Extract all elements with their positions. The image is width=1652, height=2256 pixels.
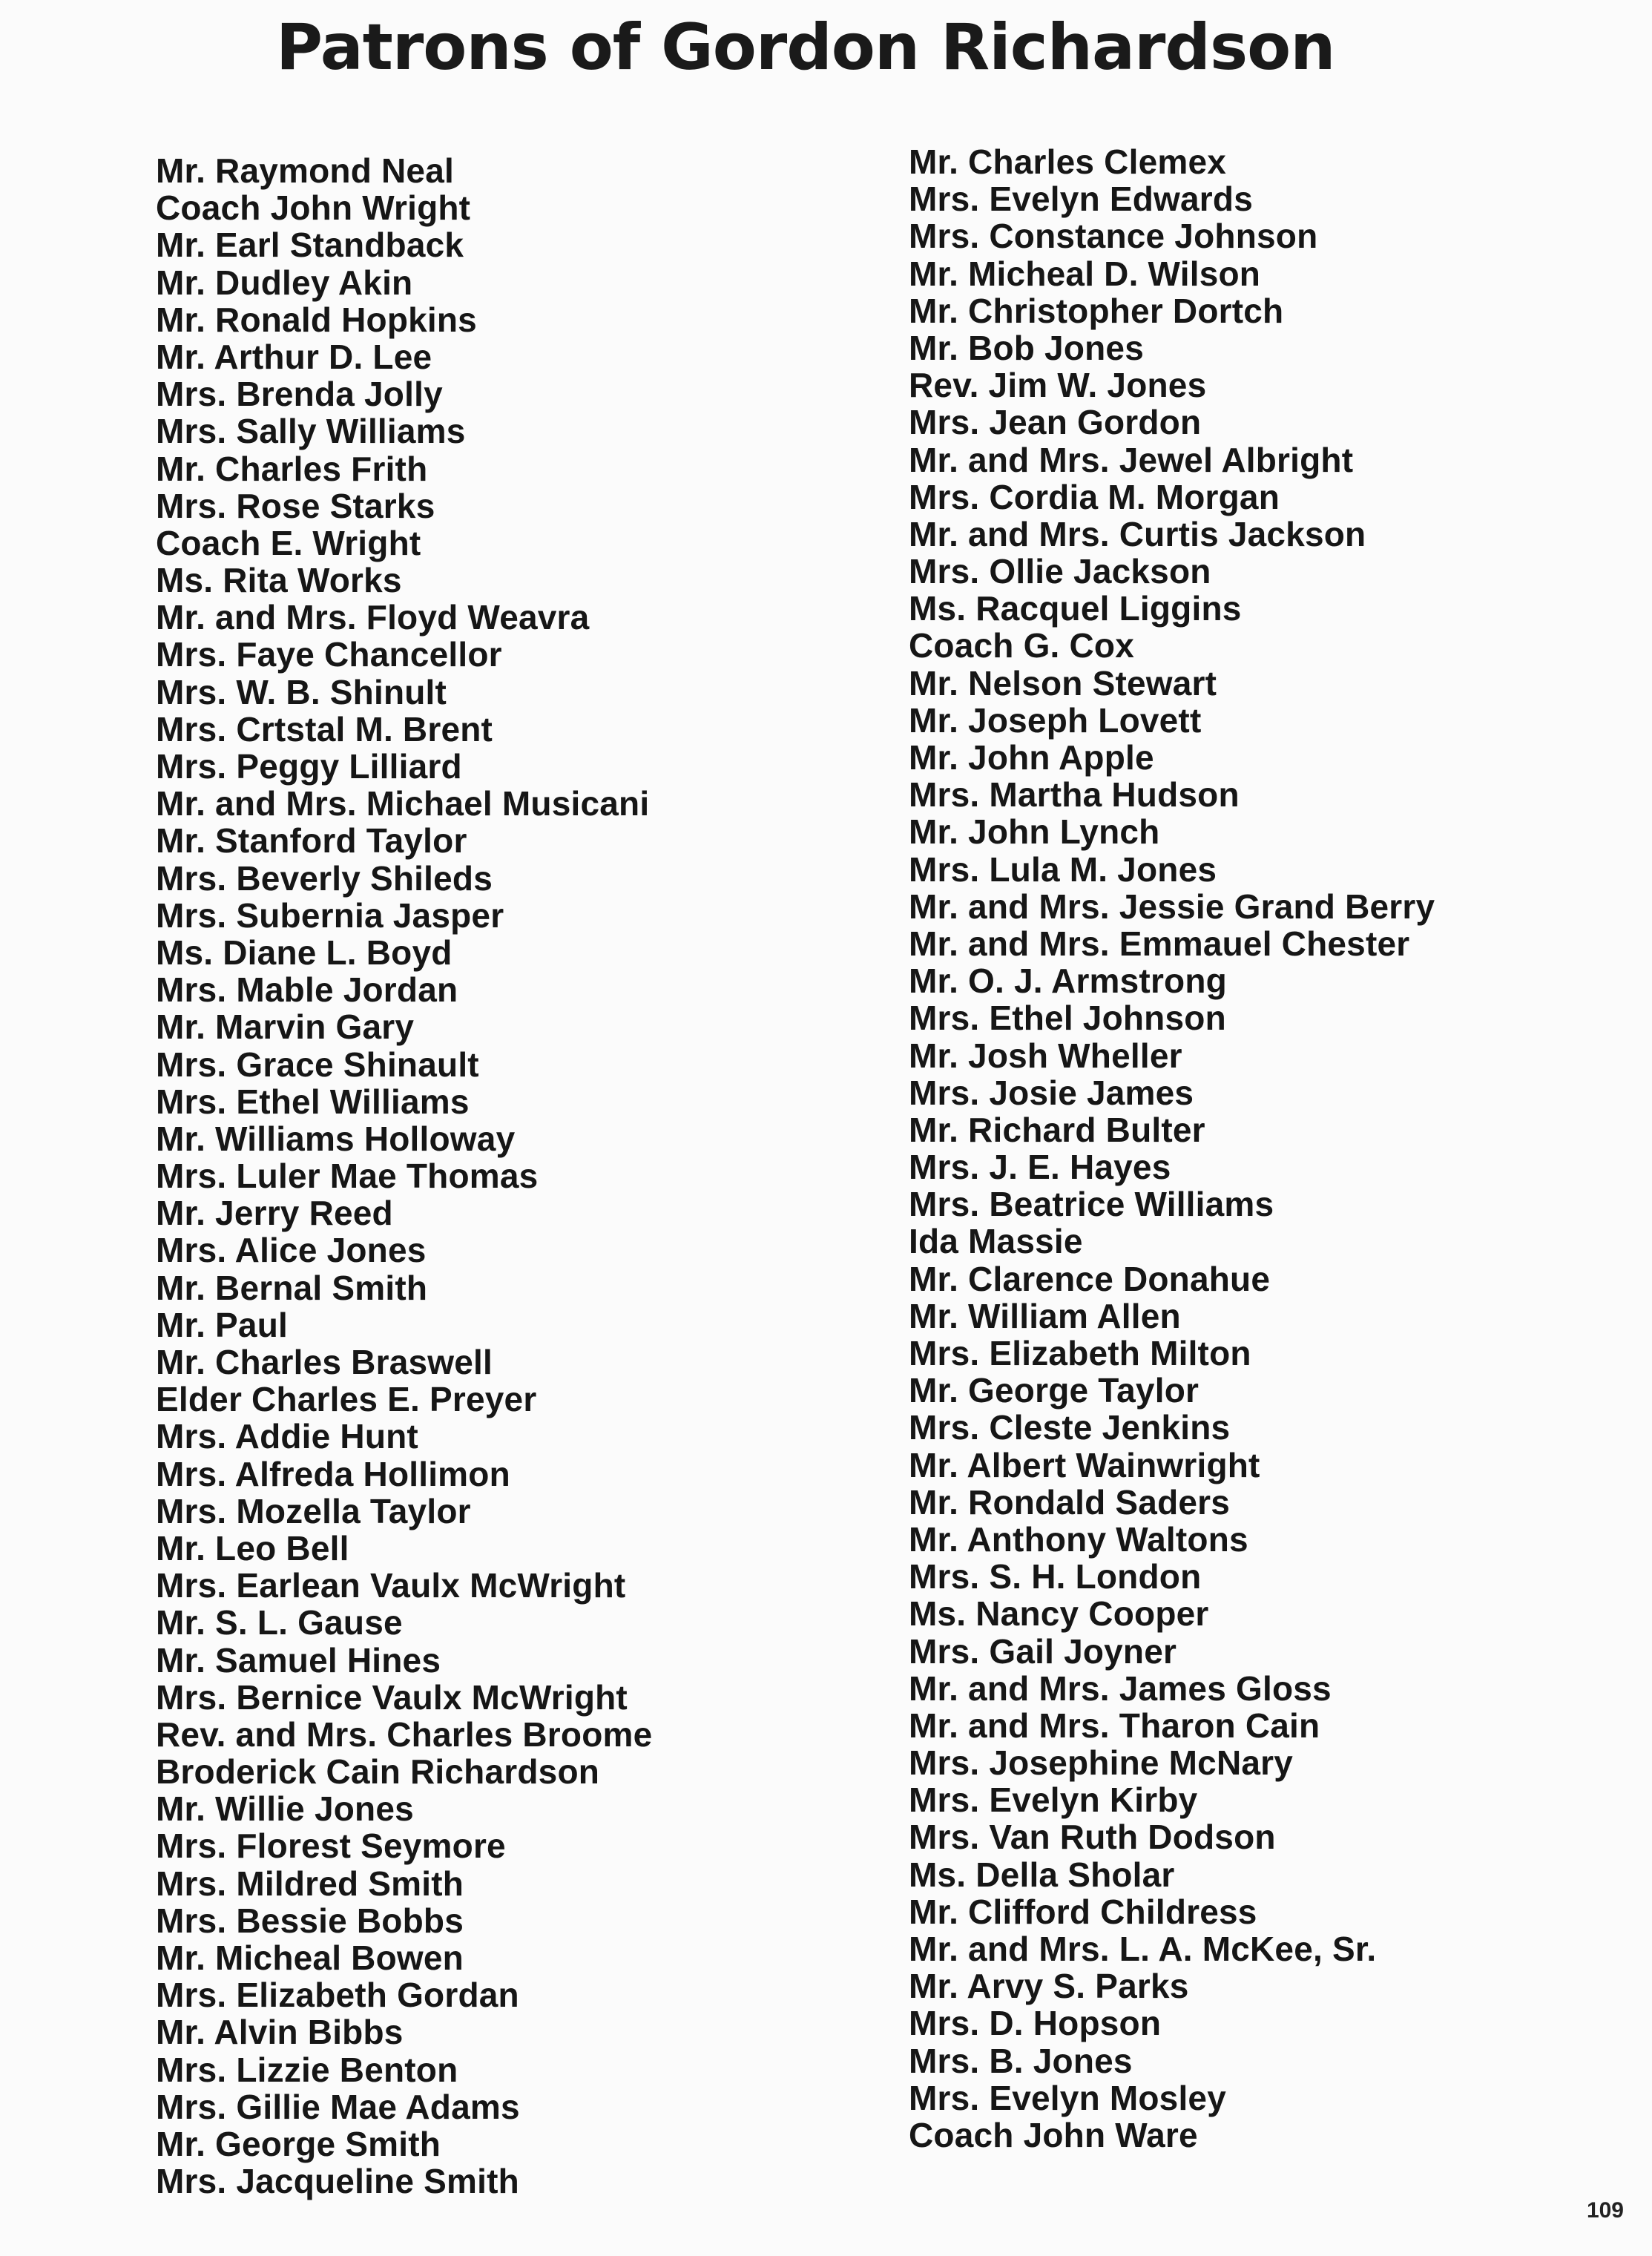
patron-name: Mr. Samuel Hines (156, 1640, 441, 1680)
patron-name: Mrs. Bessie Bobbs (156, 1901, 464, 1940)
patron-name: Mr. and Mrs. Michael Musicani (156, 784, 650, 823)
patron-name: Mrs. Sally Williams (156, 412, 466, 451)
patron-name: Mr. Charles Frith (156, 449, 428, 488)
patron-name: Mrs. Elizabeth Milton (909, 1334, 1251, 1372)
patron-name: Mr. O. J. Armstrong (909, 961, 1227, 1001)
patron-name: Mr. and Mrs. Floyd Weavra (156, 598, 590, 637)
patron-name: Mrs. Alice Jones (156, 1231, 427, 1270)
patron-name: Mrs. Florest Seymore (156, 1826, 506, 1866)
patron-name: Mrs. Rose Starks (156, 486, 435, 525)
patron-name: Mrs. Josie James (909, 1073, 1194, 1112)
patron-name: Mrs. Gail Joyner (909, 1631, 1177, 1671)
patron-name: Mr. Josh Wheller (909, 1036, 1182, 1075)
patron-name: Mr. Micheal D. Wilson (909, 254, 1261, 293)
patron-name: Mr. Richard Bulter (909, 1110, 1205, 1149)
patron-name: Mr. Jerry Reed (156, 1194, 393, 1233)
patron-name: Mrs. Mildred Smith (156, 1864, 464, 1903)
patron-name: Mr. Albert Wainwright (909, 1445, 1260, 1484)
patron-name: Mrs. W. B. Shinult (156, 672, 447, 711)
patron-name: Mr. Williams Holloway (156, 1119, 516, 1158)
patron-name: Mr. Paul (156, 1305, 288, 1344)
patron-name: Mrs. Ollie Jackson (909, 552, 1211, 591)
patron-name: Mr. Leo Bell (156, 1528, 349, 1568)
patron-name: Mrs. Josephine McNary (909, 1743, 1294, 1783)
patron-name: Mr. Arthur D. Lee (156, 337, 432, 376)
patron-name: Mr. Stanford Taylor (156, 821, 467, 861)
patron-name: Ida Massie (909, 1222, 1083, 1261)
patron-name: Mrs. Gillie Mae Adams (156, 2087, 520, 2126)
patron-name: Mr. and Mrs. Jessie Grand Berry (909, 887, 1435, 926)
patron-name: Mr. Dudley Akin (156, 263, 413, 302)
page-title: Patrons of Gordon Richardson (276, 10, 1335, 85)
patron-name: Coach G. Cox (909, 626, 1135, 665)
patron-name: Mr. Anthony Waltons (909, 1519, 1248, 1559)
patron-list-right-column (909, 143, 1532, 2154)
patron-name: Mrs. Evelyn Edwards (909, 180, 1253, 219)
patron-name: Mrs. Mable Jordan (156, 970, 458, 1010)
patron-name: Mrs. Grace Shinault (156, 1045, 479, 1084)
patron-name: Mr. Charles Braswell (156, 1343, 493, 1381)
patron-name: Mrs. S. H. London (909, 1557, 1202, 1596)
patron-name: Mrs. Jean Gordon (909, 403, 1202, 442)
patron-name: Mrs. Evelyn Mosley (909, 2078, 1226, 2117)
patron-name: Mrs. Van Ruth Dodson (909, 1818, 1276, 1857)
patron-name: Mr. Willie Jones (156, 1789, 414, 1829)
patron-name: Mr. Earl Standback (156, 226, 464, 265)
patron-name: Mr. and Mrs. James Gloss (909, 1668, 1332, 1708)
patron-name: Rev. and Mrs. Charles Broome (156, 1714, 653, 1754)
patron-name: Mrs. Beverly Shileds (156, 858, 493, 898)
patron-name: Mr. Bob Jones (909, 328, 1144, 367)
patron-name: Mr. Micheal Bowen (156, 1938, 464, 1977)
patron-name: Mrs. Ethel Williams (156, 1082, 470, 1121)
patron-name: Ms. Racquel Liggins (909, 589, 1242, 628)
patron-name: Mrs. Subernia Jasper (156, 895, 504, 935)
patron-name: Coach E. Wright (156, 523, 421, 562)
patron-name: Ms. Diane L. Boyd (156, 933, 453, 972)
patron-name: Mrs. Martha Hudson (909, 775, 1240, 815)
patron-name: Ms. Della Sholar (909, 1855, 1175, 1894)
patron-name: Mrs. Lizzie Benton (156, 2050, 458, 2089)
patron-list-left-column (156, 152, 809, 2200)
patron-name: Mr. Bernal Smith (156, 1268, 428, 1307)
page-number: 109 (1586, 2198, 1624, 2223)
patron-name: Coach John Wright (156, 188, 471, 228)
patron-name: Mrs. Crtstal M. Brent (156, 709, 493, 749)
patron-name: Mr. and Mrs. Emmauel Chester (909, 924, 1410, 963)
patron-name: Mr. S. L. Gause (156, 1603, 403, 1642)
patron-name: Rev. Jim W. Jones (909, 366, 1207, 405)
patron-name: Mr. and Mrs. Curtis Jackson (909, 514, 1366, 553)
patron-name: Mrs. Addie Hunt (156, 1417, 418, 1456)
patron-name: Mrs. D. Hopson (909, 2004, 1162, 2043)
patron-name: Mrs. Lula M. Jones (909, 849, 1217, 889)
patron-name: Mr. and Mrs. Jewel Albright (909, 440, 1354, 479)
patron-name: Mr. Ronald Hopkins (156, 300, 477, 339)
patron-name: Mr. George Smith (156, 2124, 441, 2163)
patron-name: Mrs. Jacqueline Smith (156, 2162, 519, 2201)
patron-name: Mrs. Constance Johnson (909, 217, 1318, 256)
patron-name: Mrs. Evelyn Kirby (909, 1780, 1198, 1820)
patron-name: Mr. Marvin Gary (156, 1007, 415, 1047)
patron-name: Mr. Raymond Neal (156, 151, 454, 190)
patron-name: Mr. Alvin Bibbs (156, 2013, 404, 2052)
patron-name: Mrs. Bernice Vaulx McWright (156, 1677, 628, 1717)
patron-name: Coach John Ware (909, 2115, 1198, 2154)
patron-name: Mr. and Mrs. L. A. McKee, Sr. (909, 1930, 1377, 1968)
patron-name: Mrs. Ethel Johnson (909, 999, 1226, 1038)
patron-name: Mrs. Beatrice Williams (909, 1185, 1274, 1224)
patron-name: Ms. Rita Works (156, 561, 402, 600)
patron-name: Mrs. Luler Mae Thomas (156, 1157, 539, 1196)
patron-name: Mr. William Allen (909, 1296, 1181, 1335)
patron-name: Mrs. Brenda Jolly (156, 375, 443, 414)
patron-name: Mr. Charles Clemex (909, 142, 1227, 181)
patron-name: Mrs. Elizabeth Gordan (156, 1976, 519, 2015)
patron-name: Ms. Nancy Cooper (909, 1594, 1209, 1634)
patron-name: Mrs. Earlean Vaulx McWright (156, 1566, 626, 1605)
patron-name: Mr. Nelson Stewart (909, 663, 1217, 703)
patron-name: Mr. Rondald Saders (909, 1482, 1231, 1522)
patron-name: Mr. Clarence Donahue (909, 1259, 1271, 1298)
patron-name: Mrs. Cordia M. Morgan (909, 477, 1280, 516)
patron-name: Mr. Joseph Lovett (909, 700, 1202, 740)
patron-name: Mr. Clifford Childress (909, 1892, 1257, 1931)
patron-name: Mr. Arvy S. Parks (909, 1967, 1189, 2006)
patron-name: Mr. John Apple (909, 738, 1154, 777)
patron-name: Mr. and Mrs. Tharon Cain (909, 1706, 1320, 1745)
patron-name: Mrs. B. Jones (909, 2041, 1133, 2080)
patron-name: Mrs. Cleste Jenkins (909, 1408, 1231, 1447)
patron-name: Mr. John Lynch (909, 812, 1160, 852)
patron-name: Mrs. J. E. Hayes (909, 1148, 1171, 1187)
patron-name: Elder Charles E. Preyer (156, 1380, 537, 1419)
patron-name: Broderick Cain Richardson (156, 1752, 600, 1792)
patron-name: Mrs. Faye Chancellor (156, 635, 502, 674)
patron-name: Mrs. Peggy Lilliard (156, 747, 462, 786)
patron-name: Mr. Christopher Dortch (909, 291, 1284, 330)
patron-name: Mrs. Alfreda Hollimon (156, 1454, 510, 1493)
patron-name: Mr. George Taylor (909, 1371, 1199, 1410)
patron-name: Mrs. Mozella Taylor (156, 1491, 471, 1530)
